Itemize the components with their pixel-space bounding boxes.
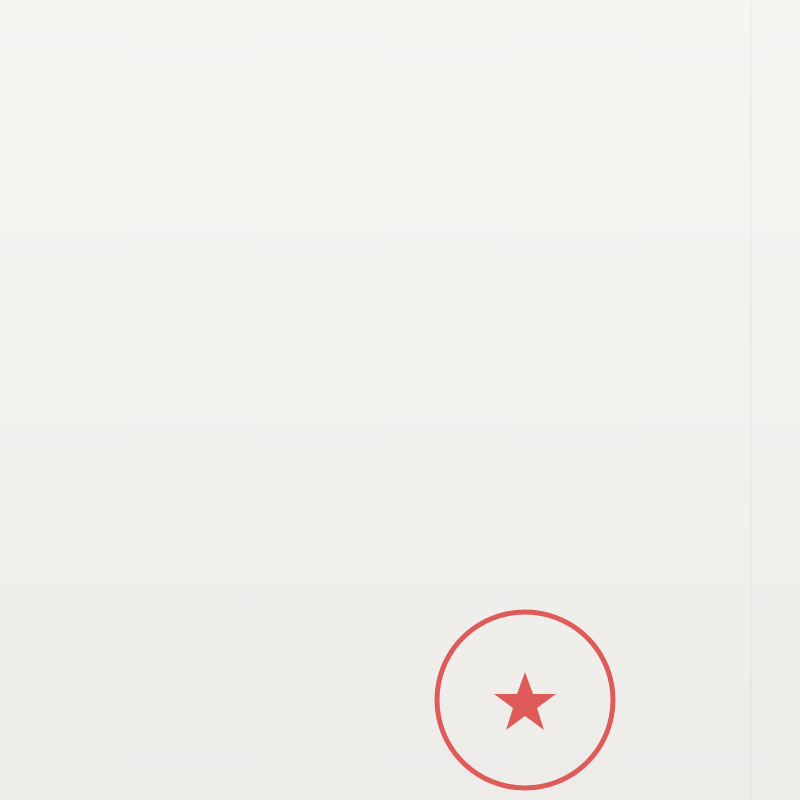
paper-fold xyxy=(750,0,752,800)
official-seal-icon xyxy=(425,600,625,800)
